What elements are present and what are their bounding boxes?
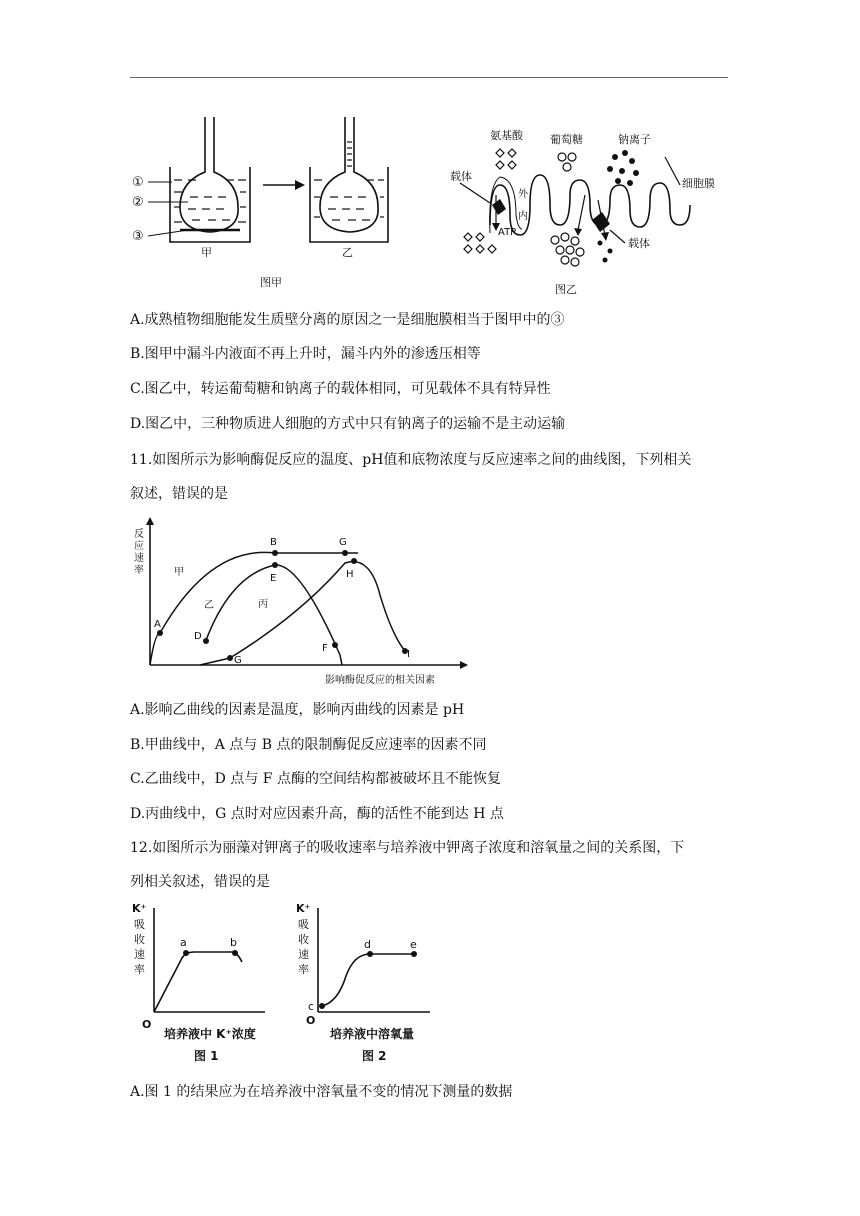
label-curve-yi: 乙 [204, 600, 214, 611]
fig1-ylabel-1: K⁺ [132, 902, 147, 915]
fig2-xlabel: 培养液中溶氧量 [330, 1027, 415, 1041]
point-e-fig2 [411, 951, 417, 957]
q12-option-a: A.图 1 的结果应为在培养液中溶氧量不变的情况下测量的数据 [130, 1084, 513, 1100]
label-point-a: A [154, 619, 161, 630]
fig2-curve [322, 954, 416, 1006]
label-curve-bing: 丙 [258, 599, 268, 610]
caption-fig-yi: 图乙 [555, 283, 577, 296]
point-b-fig1 [232, 950, 238, 956]
label-c-fig2: c [308, 1000, 315, 1013]
label-a-fig1: a [180, 936, 187, 949]
point-c-fig2 [319, 1003, 325, 1009]
q11-option-a: A.影响乙曲线的因素是温度，影响丙曲线的因素是 pH [130, 702, 465, 718]
fig1-caption: 图 1 [194, 1049, 219, 1063]
fig2-origin: O [306, 1014, 316, 1027]
fig1-xlabel: 培养液中 K⁺浓度 [164, 1027, 256, 1041]
q11-option-c: C.乙曲线中，D 点与 F 点酶的空间结构都被破坏且不能恢复 [130, 771, 501, 787]
label-glucose: 葡萄糖 [550, 133, 583, 146]
point-h [351, 558, 357, 564]
fig2-ylabel-4: 速 [298, 948, 309, 961]
label-point-d: D [194, 631, 202, 642]
caption-fig-jia: 图甲 [260, 276, 282, 289]
marker-1: ① [132, 175, 144, 190]
curve-bing [200, 562, 405, 665]
label-carrier-left: 载体 [450, 170, 472, 183]
q10-option-d: D.图乙中，三种物质进人细胞的方式中只有钠离子的运输不是主动运输 [130, 416, 566, 432]
fig1-origin: O [142, 1018, 152, 1031]
q10-option-c: C.图乙中，转运葡萄糖和钠离子的载体相同，可见载体不具有特异性 [130, 381, 551, 397]
point-b [272, 550, 278, 556]
fig1-ylabel-2: 吸 [134, 918, 145, 931]
fig1-ylabel-3: 收 [134, 933, 145, 946]
point-g-top [342, 550, 348, 556]
marker-2: ② [132, 195, 144, 210]
q11-option-b: B.甲曲线中，A 点与 B 点的限制酶促反应速率的因素不同 [130, 737, 487, 753]
label-point-e: E [270, 573, 277, 584]
point-a [157, 630, 163, 636]
label-yi: 乙 [342, 246, 353, 259]
label-atp: ATP [498, 227, 517, 238]
label-point-b: B [270, 537, 277, 548]
q10-option-b: B.图甲中漏斗内液面不再上升时，漏斗内外的渗透压相等 [130, 346, 481, 362]
xlabel-chart11: 影响酶促反应的相关因素 [325, 675, 435, 686]
label-amino-acid: 氨基酸 [490, 129, 523, 142]
fig2-ylabel-1: K⁺ [296, 902, 311, 915]
chart-enzyme-curves [130, 515, 470, 690]
point-d [203, 638, 209, 644]
header-rule [130, 77, 728, 78]
fig2-ylabel-2: 吸 [298, 918, 309, 931]
fig2-ylabel-5: 率 [298, 963, 309, 976]
ylabel-char-2: 应 [134, 541, 144, 552]
ylabel-char-3: 速 [134, 553, 144, 564]
q11-stem-line1: 11.如图所示为影响酶促反应的温度、pH值和底物浓度与反应速率之间的曲线图，下列相关 [130, 452, 692, 468]
fig1-ylabel-5: 率 [134, 963, 145, 976]
label-inside: 内 [518, 211, 528, 222]
marker-3: ③ [132, 229, 144, 244]
label-jia: 甲 [201, 246, 212, 259]
label-membrane: 细胞膜 [682, 177, 715, 190]
figure-membrane [450, 125, 730, 300]
label-carrier-right: 载体 [628, 237, 650, 250]
point-g-bottom [227, 655, 233, 661]
label-point-i: I [407, 649, 410, 660]
label-point-g-top: G [339, 537, 347, 548]
label-outside: 外 [518, 189, 528, 200]
chart-potassium-uptake [130, 898, 460, 1073]
q12-stem-line1: 12.如图所示为丽藻对钾离子的吸收速率与培养液中钾离子浓度和溶氧量之间的关系图，下 [130, 840, 685, 856]
fig1-curve [154, 952, 242, 1012]
point-d-fig2 [367, 951, 373, 957]
label-e-fig2: e [410, 938, 417, 951]
label-curve-jia: 甲 [174, 567, 184, 578]
q10-option-a: A.成熟植物细胞能发生质壁分离的原因之一是细胞膜相当于图甲中的③ [130, 312, 565, 328]
point-e [272, 562, 278, 568]
q11-option-d: D.丙曲线中，G 点时对应因素升高，酶的活性不能到达 H 点 [130, 806, 504, 822]
fig1-ylabel-4: 速 [134, 948, 145, 961]
label-point-h: H [346, 569, 354, 580]
point-f [332, 642, 338, 648]
label-b-fig1: b [230, 936, 237, 949]
ylabel-char-4: 率 [134, 565, 144, 576]
fig2-ylabel-3: 收 [298, 933, 309, 946]
ylabel-char-1: 反 [134, 529, 144, 540]
label-d-fig2: d [364, 938, 371, 951]
q11-stem-line2: 叙述，错误的是 [130, 486, 228, 502]
q12-stem-line2: 列相关叙述，错误的是 [130, 874, 270, 890]
label-point-g-bottom: G [234, 655, 242, 666]
fig2-caption: 图 2 [362, 1049, 387, 1063]
label-sodium: 钠离子 [618, 133, 651, 146]
label-point-f: F [322, 643, 328, 654]
figure-osmosis [130, 112, 390, 297]
point-a-fig1 [183, 950, 189, 956]
